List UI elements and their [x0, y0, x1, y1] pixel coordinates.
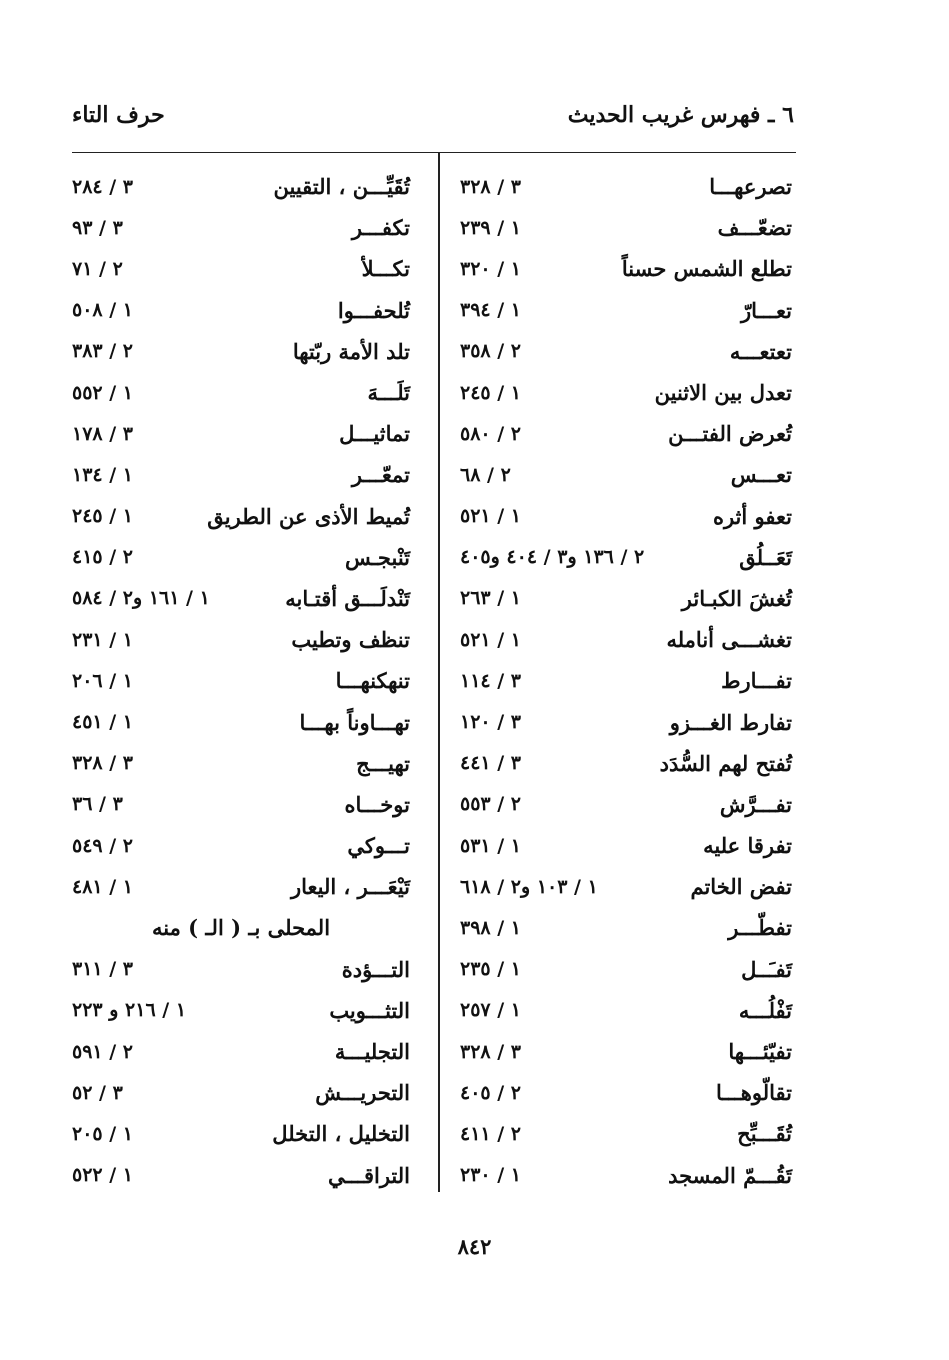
index-entry: [460, 784, 792, 825]
entry-term: تفـــارط: [721, 668, 792, 694]
entry-reference: ١ / ٢١٦ و ٢٢٣: [72, 999, 187, 1022]
entry-reference: ١ / ٥٠٨: [72, 299, 134, 322]
index-entry: [72, 413, 410, 454]
entry-term: تضعّـــف: [717, 215, 792, 241]
entry-reference: ١ / ٥٣١: [460, 834, 522, 857]
index-entry: [460, 1155, 792, 1196]
section-title: ٦ ـ فهرس غريب الحديث: [567, 102, 794, 128]
index-entry: [460, 619, 792, 660]
entry-reference: ٣ / ١٧٨: [72, 422, 134, 445]
entry-reference: ١ / ٤٨١: [72, 875, 134, 898]
index-entry: [460, 248, 792, 289]
entry-term: تَنْبجـس: [345, 544, 410, 570]
index-entry: [72, 1072, 410, 1113]
entry-term: تغشـــى أنامله: [666, 627, 792, 653]
entry-reference: ١ / ٥٢٢: [72, 1164, 134, 1187]
index-entry: [460, 907, 792, 948]
index-entry: [72, 537, 410, 578]
entry-term: تلد الأمة ربّتها: [292, 338, 410, 364]
index-entry: [72, 207, 410, 248]
entry-term: تطلع الشمس حسناً: [621, 256, 792, 282]
entry-reference: ٣ / ٥٢: [72, 1081, 123, 1104]
entry-reference: ٢ / ٤١٥: [72, 546, 134, 569]
index-entry: [460, 701, 792, 742]
entry-term: تُقَيِّـــن ، التقيين: [273, 174, 410, 200]
entry-term: تَلَـــهَ: [367, 380, 410, 406]
entry-term: التخليل ، التخلل: [272, 1121, 410, 1147]
index-entry: [72, 248, 410, 289]
index-entry: [72, 1113, 410, 1154]
index-entry: [72, 660, 410, 701]
left-column: [72, 166, 410, 1196]
entry-reference: ٣ / ١٢٠: [460, 711, 522, 734]
index-entry: [460, 825, 792, 866]
entry-reference: ١ / ٢٣١: [72, 628, 134, 651]
entry-reference: ٣ / ١١٤: [460, 669, 522, 692]
index-entry: [72, 1031, 410, 1072]
entry-term: تَيْعَـــر ، اليعار: [291, 874, 410, 900]
right-column: [460, 166, 792, 1196]
entry-term: تَقُـــمّ المسجد: [668, 1162, 792, 1188]
entry-term: تفطّـــر: [728, 915, 792, 941]
index-entry: [460, 207, 792, 248]
index-entry: [72, 1155, 410, 1196]
entry-reference: ١ / ٢٦٣: [460, 587, 522, 610]
entry-term: تـــوكي: [347, 833, 410, 859]
entry-reference: ٢ / ٥٩١: [72, 1040, 134, 1063]
index-entry: [460, 454, 792, 495]
entry-reference: ٢ / ٤١١: [460, 1122, 522, 1145]
entry-reference: ٣ / ٣٢٨: [460, 1040, 522, 1063]
entry-term: تُفتح لهم السُّدَد: [659, 750, 792, 776]
index-entry: [72, 619, 410, 660]
entry-term: تُعرض الفتـــن: [668, 421, 792, 447]
page-header: [72, 102, 794, 142]
entry-reference: ٢ / ٧١: [72, 257, 123, 280]
entry-term: تعـــارّ: [741, 297, 792, 323]
section-heading: المحلى بـ ( الـ ) منه: [151, 915, 331, 941]
entry-reference: ١ / ٢٣٥: [460, 958, 522, 981]
entry-term: تفيّئـــها: [728, 1039, 792, 1065]
entry-term: توخـــاه: [344, 791, 410, 817]
entry-reference: ٢ / ٣٨٣: [72, 340, 134, 363]
entry-term: تفض الخاتم: [690, 874, 792, 900]
index-entry: [460, 331, 792, 372]
entry-reference: ٢ / ٥٨٠: [460, 422, 522, 445]
entry-reference: ١ / ١٠٣ و٢ / ٦١٨: [460, 875, 598, 898]
index-entry: [460, 372, 792, 413]
entry-term: تَفـَــل: [741, 956, 792, 982]
entry-reference: ١ / ٤٥١: [72, 711, 134, 734]
entry-term: تفارط الغـــزو: [669, 709, 792, 735]
entry-term: تُلحفـــوا: [337, 297, 410, 323]
entry-term: تُقَـــبِّح: [737, 1121, 792, 1147]
entry-reference: ١ / ٢٤٥: [460, 381, 522, 404]
entry-term: التجليـــة: [334, 1039, 410, 1065]
entry-reference: ٢ / ٦٨: [460, 463, 511, 486]
column-divider: [438, 152, 440, 1192]
entry-term: تمعّـــر: [351, 462, 410, 488]
entry-term: تَعَــلُق: [739, 544, 792, 570]
index-entry: [72, 290, 410, 331]
entry-term: تهيـــج: [356, 750, 410, 776]
entry-reference: ١ / ٢٠٥: [72, 1122, 134, 1145]
entry-term: تعـــس: [730, 462, 792, 488]
entry-reference: ١ / ٢٠٦: [72, 669, 134, 692]
index-entry: [460, 990, 792, 1031]
entry-term: تَنْدلَـــق أقتـابه: [285, 585, 410, 611]
entry-reference: ٢ / ٥٥٣: [460, 793, 522, 816]
index-entry: [460, 166, 792, 207]
entry-term: تُغشَ الكبـائر: [681, 585, 792, 611]
index-entry: [72, 784, 410, 825]
index-entry: [72, 372, 410, 413]
index-entry: [72, 990, 410, 1031]
entry-reference: ١ / ٣٩٨: [460, 916, 522, 939]
entry-reference: ١ / ٢٥٧: [460, 999, 522, 1022]
entry-reference: ٣ / ٣٢٨: [460, 175, 522, 198]
entry-reference: ٣ / ٢٨٤: [72, 175, 134, 198]
entry-reference: ١ / ٣٩٤: [460, 299, 522, 322]
index-entry: [460, 413, 792, 454]
entry-reference: ٣ / ٣١١: [72, 958, 134, 981]
entry-reference: ١ / ٥٢١: [460, 505, 522, 528]
page-number: ٨٤٢: [457, 1234, 492, 1259]
entry-reference: ١ / ٢٤٥: [72, 505, 134, 528]
entry-term: تَفْلُـــه: [738, 997, 792, 1023]
entry-term: التحريـــش: [315, 1080, 410, 1106]
entry-reference: ٢ / ٥٤٩: [72, 834, 134, 857]
entry-reference: ١ / ٣٢٠: [460, 257, 522, 280]
index-entry: [460, 496, 792, 537]
entry-term: التثـــويب: [329, 997, 410, 1023]
header-rule: [72, 152, 796, 153]
index-entry: [460, 1113, 792, 1154]
index-entry: [72, 949, 410, 990]
index-entry: [72, 866, 410, 907]
index-entry: [72, 701, 410, 742]
index-entry: [460, 660, 792, 701]
index-entry: [72, 496, 410, 537]
entry-reference: ١ / ١٣٤: [72, 463, 134, 486]
entry-reference: ١ / ٢٣٩: [460, 216, 522, 239]
entry-term: التراقـــي: [328, 1162, 410, 1188]
entry-reference: ٣ / ٤٤١: [460, 752, 522, 775]
entry-term: تنهكنهـــا: [335, 668, 410, 694]
index-entry: [460, 866, 792, 907]
entry-reference: ١ / ٥٢١: [460, 628, 522, 651]
index-entry: [72, 166, 410, 207]
entry-term: تماثيـــل: [339, 421, 410, 447]
entry-term: تعفو أثره: [712, 503, 792, 529]
entry-reference: ٣ / ٩٣: [72, 216, 123, 239]
entry-reference: ٢ / ٣٥٨: [460, 340, 522, 363]
entry-term: تقالّوهـــا: [715, 1080, 792, 1106]
entry-term: تفرقا عليه: [703, 833, 792, 859]
entry-reference: ١ / ١٦١ و٢ / ٥٨٤: [72, 587, 210, 610]
index-entry: [72, 743, 410, 784]
letter-title: حرف التاء: [72, 102, 165, 128]
entry-term: تهـــاوناً بهـــا: [299, 709, 410, 735]
index-entry: [460, 578, 792, 619]
index-entry: [460, 1031, 792, 1072]
entry-reference: ١ / ٥٥٢: [72, 381, 134, 404]
index-entry: [460, 949, 792, 990]
entry-term: تفـــرَّش: [719, 791, 792, 817]
entry-term: تنظف وتطيب: [291, 627, 410, 653]
entry-term: التـــؤدة: [341, 956, 410, 982]
index-entry: [460, 290, 792, 331]
index-entry: [72, 331, 410, 372]
entry-reference: ١ / ٢٣٠: [460, 1164, 522, 1187]
index-entry: [460, 537, 792, 578]
entry-reference: ٣ / ٣٦: [72, 793, 123, 816]
index-entry: [460, 743, 792, 784]
entry-term: تُميط الأذى عن الطريق: [207, 503, 410, 529]
index-entry: [72, 825, 410, 866]
entry-term: تعدل بين الاثنين: [654, 380, 792, 406]
entry-term: تعتعـــه: [729, 338, 792, 364]
entry-reference: ٣ / ٣٢٨: [72, 752, 134, 775]
entry-term: تكـــلأ: [361, 256, 410, 282]
entry-reference: ٢ / ٤٠٥: [460, 1081, 522, 1104]
index-entry: [460, 1072, 792, 1113]
index-entry: [72, 454, 410, 495]
index-entry: [72, 578, 410, 619]
entry-term: تصرعهـــا: [709, 174, 792, 200]
entry-reference: ٢ / ١٣٦ و٣ / ٤٠٤ و٤٠٥: [460, 546, 645, 569]
entry-term: تكفـــر: [351, 215, 410, 241]
